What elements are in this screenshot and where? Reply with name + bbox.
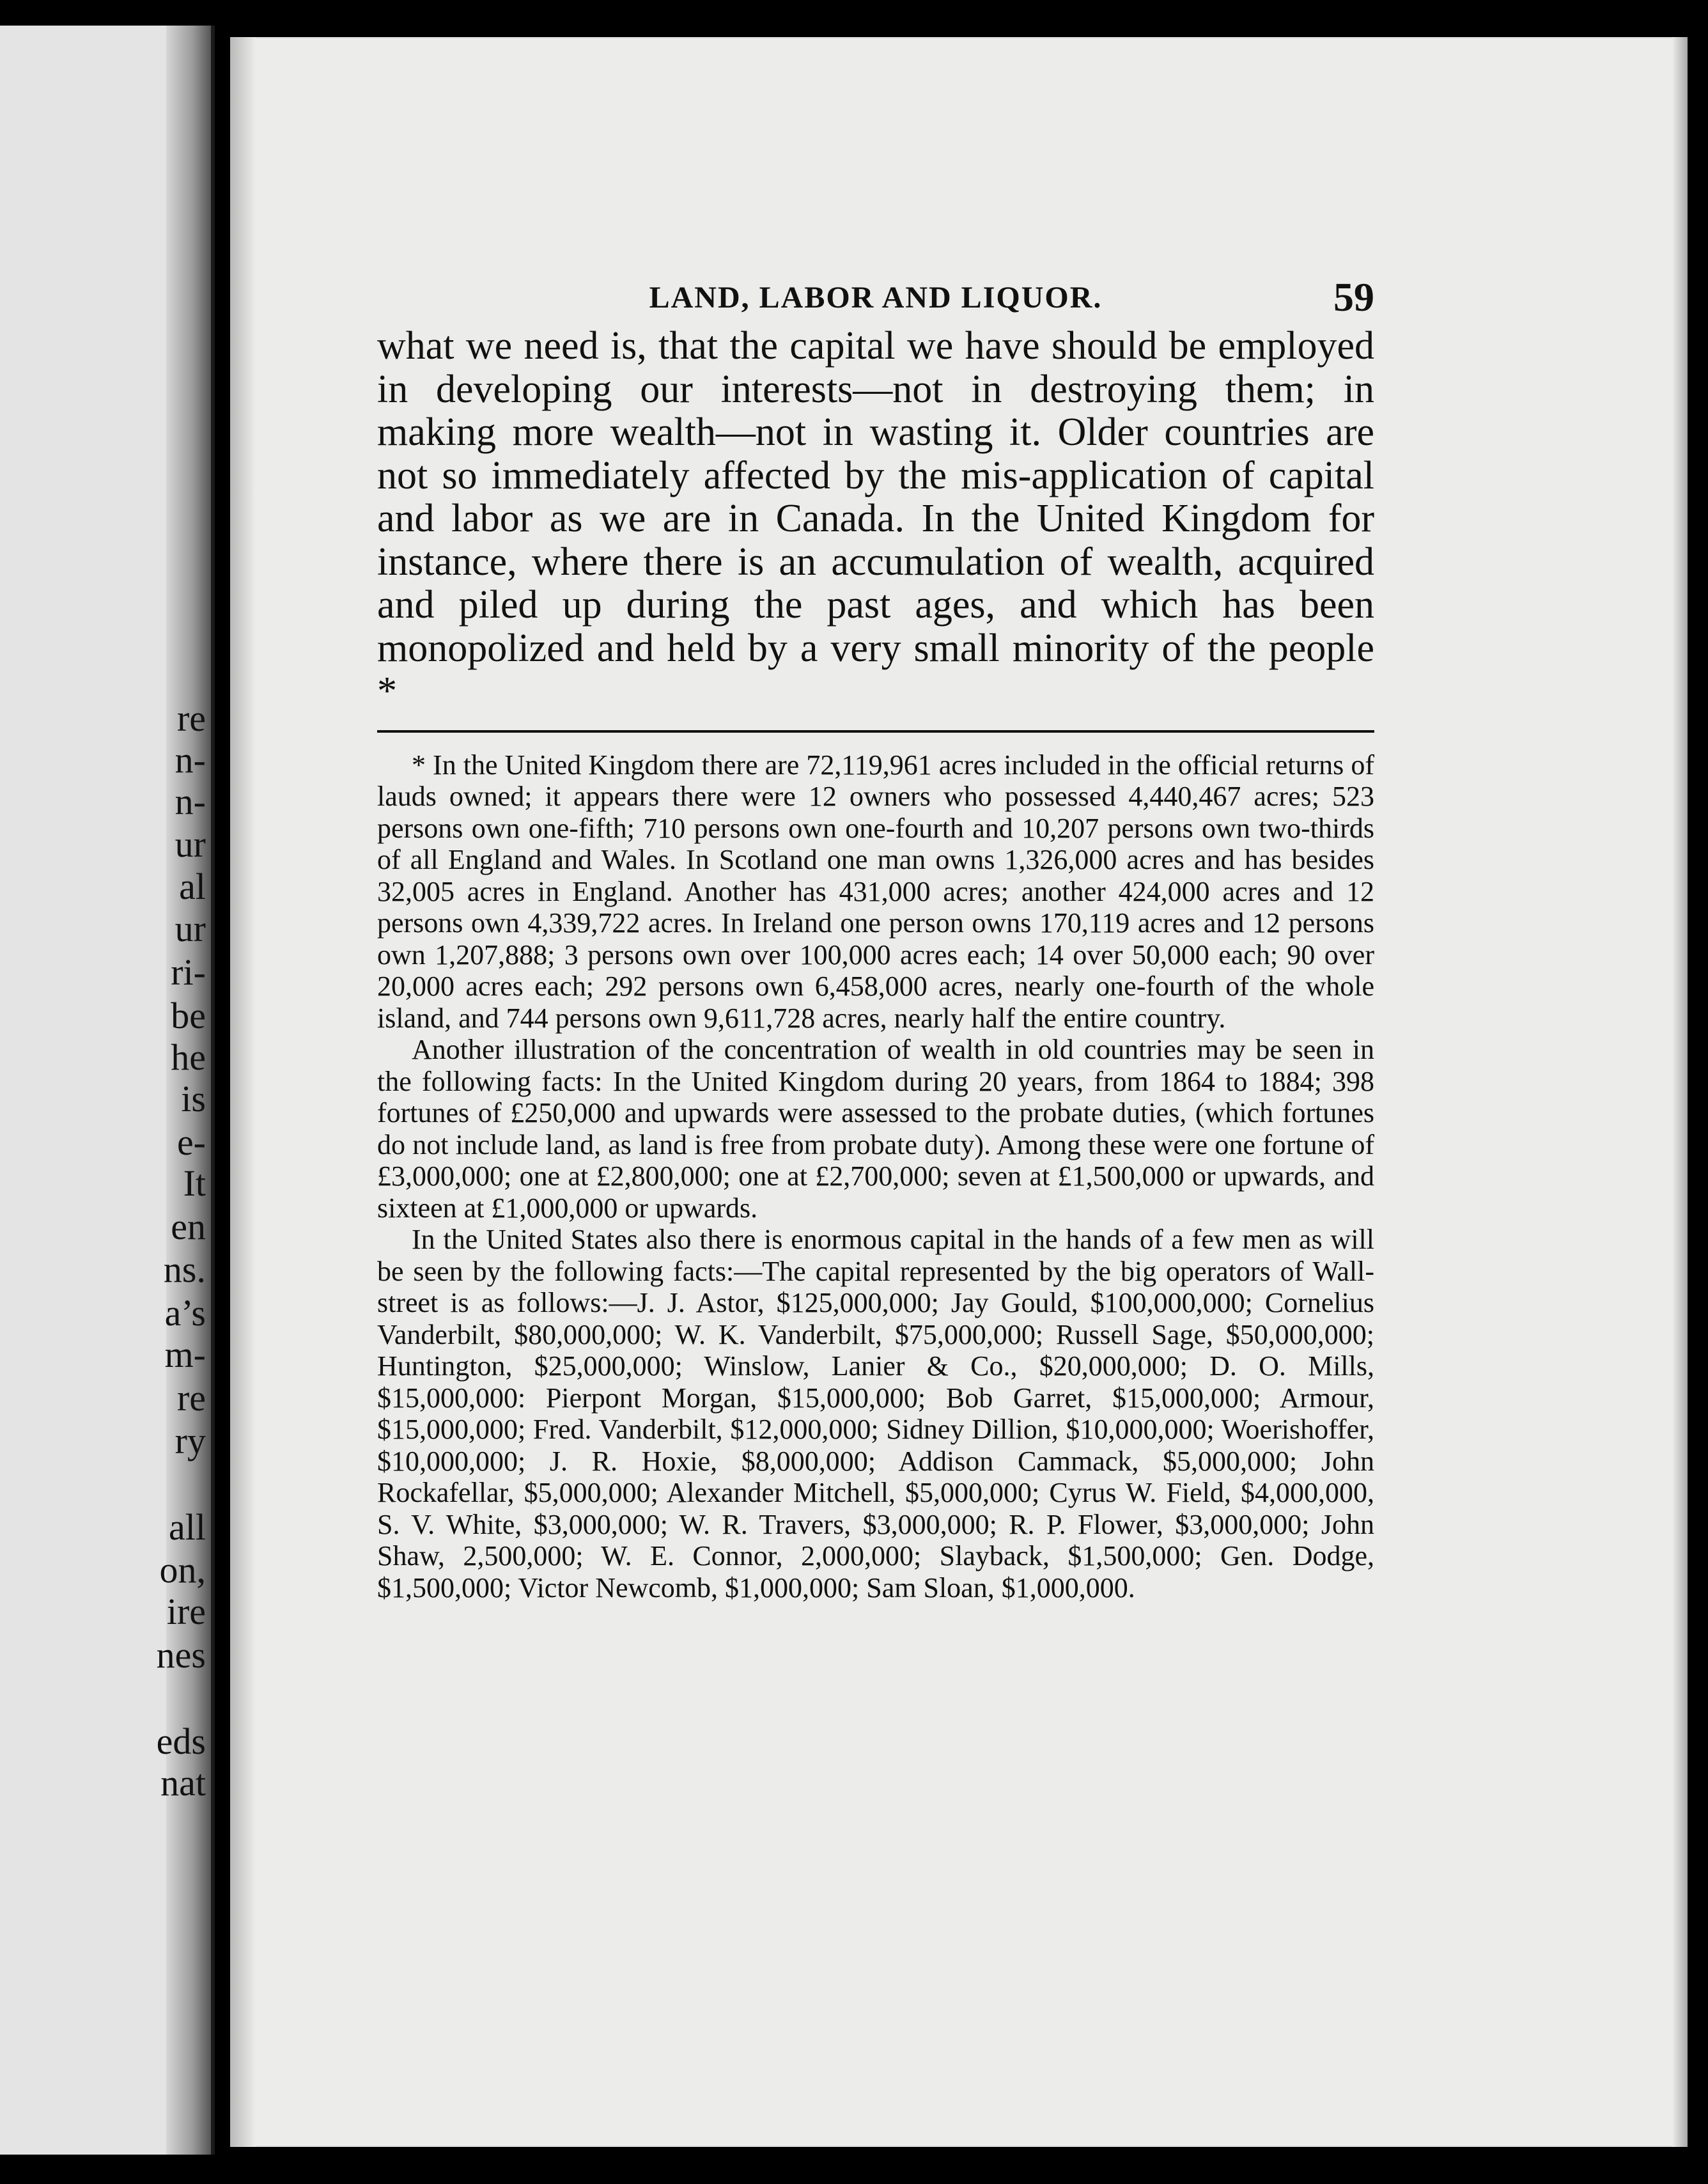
facing-page-fragment: a’s [164,1292,206,1334]
facing-page-fragment: nes [156,1634,206,1676]
facing-page-fragment: all [169,1506,206,1548]
page-edge [1672,37,1688,2147]
running-title: LAND, LABOR AND LIQUOR. [649,281,1103,315]
book-page [230,37,1688,2147]
facing-page-fragment: re [176,1377,206,1419]
footnote-paragraph: Another illustration of the concentration of wealth in old countries may be seen in the following facts: In the United Kingdom during 20 years, from 1864 to 1884; 398 fortunes of £250,000 and upwards were assessed to the probate duties, (which fortunes do not include land, as land is free from probate duty). Among these were one fortune of £3,000,000; one at £2,800,000; one at £2,700,000; seven at £1,500,000 or upwards, and sixteen at £1,000,000 or upwards. [377,1034,1374,1224]
facing-page-fragment: he [171,1036,206,1078]
page-header [377,235,1374,325]
facing-page-fragment: is [181,1078,206,1119]
footnote-paragraph: * In the United Kingdom there are 72,119,961 acres included in the official returns of lauds owned; it appears there were 12 owners who possessed 4,440,467 acres; 523 persons own one-fifth; 710 persons own one-fourth and 10,207 persons own two-thirds of all England and Wales. In Scotland one man owns 1,326,000 acres and has besides 32,005 acres in England. Another has 431,000 acres; another 424,000 acres and 12 persons own 4,339,722 acres. In Ireland one person owns 170,119 acres and 12 persons own 1,207,888; 3 persons own over 100,000 acres each; 14 over 50,000 each; 90 over 20,000 acres each; 292 persons own 6,458,000 acres, nearly one-fourth of the whole island, and 744 persons own 9,611,728 acres, nearly half the entire country. [377,749,1374,1034]
facing-page-fragment: n- [175,739,206,781]
footnote-rule [377,730,1374,733]
facing-page-fragment: ur [175,823,206,865]
facing-page-fragment: n- [175,781,206,822]
body-paragraph: what we need is, that the capital we have should be employed in developing our interests—not in destroying them; in making more wealth—not in wasting it. Older countries are not so immediately affected by the mis-application of capital and labor as we are in Canada. In the United Kingdom for instance, where there is an accumulation of wealth, acquired and piled up during the past ages, and which has been monopolized and held by a very small minority of the people * [377,324,1374,713]
facing-page-fragment: ns. [163,1249,206,1290]
facing-page-fragment: m- [164,1334,206,1375]
facing-page-fragment: It [183,1162,206,1204]
facing-page-fragment: e- [176,1121,206,1163]
facing-page [0,26,215,2155]
facing-page-fragment: ry [175,1420,206,1462]
facing-page-fragment: ire [166,1591,206,1632]
page-gutter [230,37,256,2147]
facing-page-fragment: re [176,698,206,739]
facing-page-fragment: en [171,1206,206,1247]
facing-page-fragment: be [171,995,206,1036]
facing-page-fragment: al [179,866,206,907]
facing-page-fragment: eds [156,1720,206,1762]
facing-page-fragment: on, [159,1549,206,1591]
facing-page-fragment: nat [160,1762,206,1804]
footnote-paragraph: In the United States also there is enormous capital in the hands of a few men as will be seen by the following facts:—The capital represented by the big operators of Wall-street is as follows:—J. J. Astor, $125,000,000; Jay Gould, $100,000,000; Cornelius Vanderbilt, $80,000,000; W. K. Vanderbilt, $75,000,000; Russell Sage, $50,000,000; Huntington, $25,000,000; Winslow, Lanier & Co., $20,000,000; D. O. Mills, $15,000,000: Pierpont Morgan, $15,000,000; Bob Garret, $15,000,000; Armour, $15,000,000; Fred. Vanderbilt, $12,000,000; Sidney Dillion, $10,000,000; Woerishoffer, $10,000,000; J. R. Hoxie, $8,000,000; Addison Cammack, $5,000,000; John Rockafellar, $5,000,000; Alexander Mitchell, $5,000,000; Cyrus W. Field, $4,000,000, S. V. White, $3,000,000; W. R. Travers, $3,000,000; R. P. Flower, $3,000,000; John Shaw, 2,500,000; W. E. Connor, 2,000,000; Slayback, $1,500,000; Gen. Dodge, $1,500,000; Victor Newcomb, $1,000,000; Sam Sloan, $1,000,000. [377,1224,1374,1603]
facing-page-fragment: ur [175,908,206,949]
page-number: 59 [1333,274,1374,320]
facing-page-fragment: ri- [171,951,206,993]
page-content [377,235,1374,1603]
